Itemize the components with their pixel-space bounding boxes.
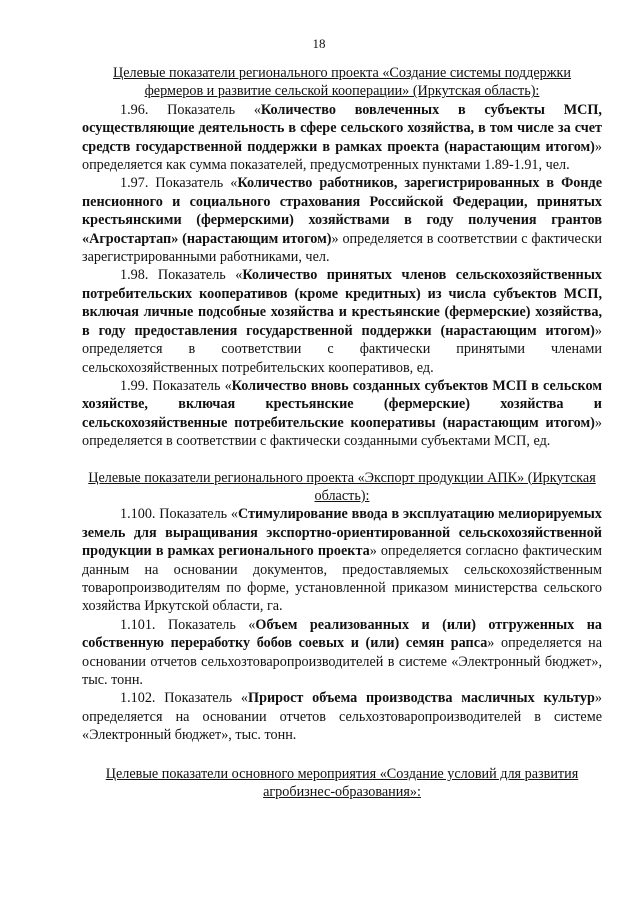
document-body — [82, 64, 602, 801]
indicator-1-100: 1.100. Показатель «Стимулирование ввода в эксплуатацию мелиорируемых земель для выращивания экспортно-ориентированной сельскохозяйственной продукции в рамках регионального проекта» определяется согласно фактическим данным на основании документов, предоставляемых сельскохозяйственным товаропроизводителям по форме, установленной приказом министерства сельского хозяйства Иркутской области, га. — [82, 506, 602, 615]
indicator-1-102: 1.102. Показатель «Прирост объема производства масличных культур» определяется на основании отчетов сельхозтоваропроизводителей в системе «Электронный бюджет», тыс. тонн. — [82, 690, 602, 744]
section-spacer — [82, 745, 602, 765]
section-heading-export: Целевые показатели регионального проекта «Экспорт продукции АПК» (Иркутская область): — [88, 469, 596, 504]
section-heading-agribusiness: Целевые показатели основного мероприятия «Создание условий для развития агробизнес-образования»: — [105, 765, 579, 801]
indicator-1-99: 1.99. Показатель «Количество вновь созданных субъектов МСП в сельском хозяйстве, включая крестьянские (фермерские) хозяйства и сельскохозяйственные потребительские кооперативы (нарастающим итогом)» определяется в соответствии с фактически созданными субъектами МСП, ед. — [82, 377, 602, 450]
section-spacer — [82, 451, 602, 469]
indicator-1-96: 1.96. Показатель «Количество вовлеченных в субъекты МСП, осуществляющие деятельность в сфере сельского хозяйства, в том числе за счет средств государственной поддержки в рамках проекта (нарастающим итогом)» определяется как сумма показателей, предусмотренных пунктами 1.89-1.91, чел. — [82, 101, 602, 174]
page-number: 18 — [312, 36, 326, 51]
indicator-1-98: 1.98. Показатель «Количество принятых членов сельскохозяйственных потребительских кооперативов (кроме кредитных) из числа субъектов МСП, включая личные подсобные хозяйства и крестьянские (фермерские) хозяйства, в году предоставления государственной поддержки (нарастающим итогом)» определяется в соответствии с фактически принятыми членами сельскохозяйственных потребительских кооперативов, ед. — [82, 267, 602, 376]
section-heading-farmers: Целевые показатели регионального проекта «Создание системы поддержки фермеров и развитие сельской кооперации» (Иркутская область): — [112, 65, 571, 100]
indicator-1-97: 1.97. Показатель «Количество работников, зарегистрированных в Фонде пенсионного и социального страхования Российской Федерации, принятых крестьянскими (фермерскими) хозяйствами в году получения грантов «Агростартап» (нарастающим итогом)» определяется в соответствии с фактически зарегистрированными работниками, чел. — [82, 175, 602, 266]
indicator-1-101: 1.101. Показатель «Объем реализованных и (или) отгруженных на собственную переработку бобов соевых и (или) семян рапса» определяется на основании отчетов сельхозтоваропроизводителей в системе «Электронный бюджет», тыс. тонн. — [82, 616, 602, 688]
